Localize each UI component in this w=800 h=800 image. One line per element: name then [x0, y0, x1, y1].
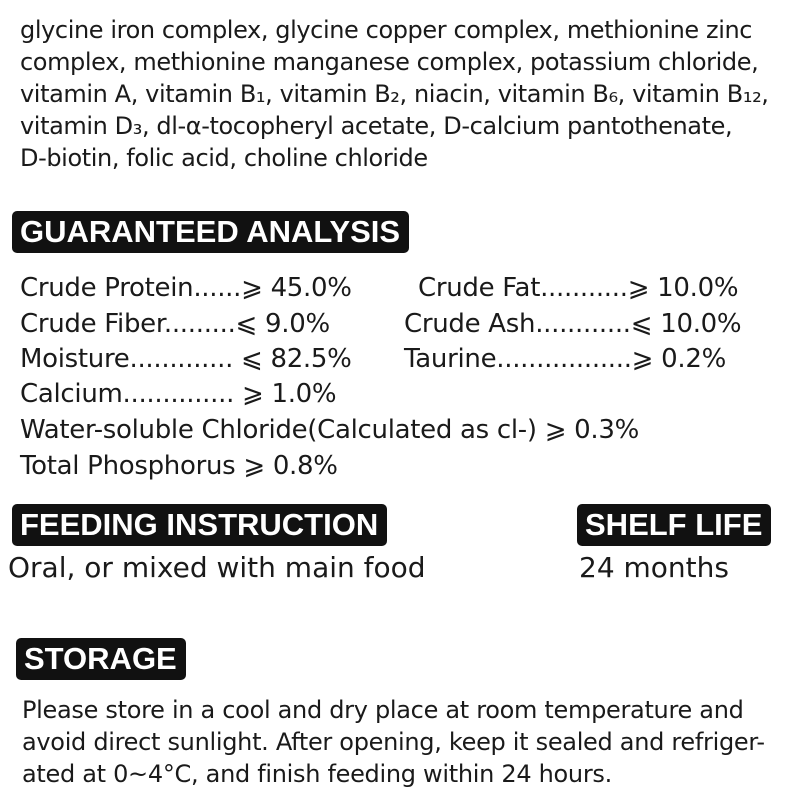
analysis-item-crude-ash: Crude Ash............⩽ 10.0% [404, 309, 742, 339]
analysis-item-moisture: Moisture............. ⩽ 82.5% [20, 344, 352, 374]
analysis-item-phosphorus: Total Phosphorus ⩾ 0.8% [20, 451, 338, 481]
ingredients-line: vitamin A, vitamin B₁, vitamin B₂, niacin, vitamin B₆, vitamin B₁₂, [20, 80, 769, 108]
analysis-item-taurine: Taurine.................⩾ 0.2% [404, 344, 726, 374]
analysis-item-calcium: Calcium.............. ⩾ 1.0% [20, 379, 337, 409]
shelf-life-text: 24 months [579, 551, 729, 584]
ingredients-list [20, 14, 790, 174]
analysis-item-crude-fiber: Crude Fiber.........⩽ 9.0% [20, 309, 330, 339]
shelf-life-heading: SHELF LIFE [577, 504, 771, 546]
ingredients-line: D-biotin, folic acid, choline chloride [20, 144, 428, 172]
storage-line: ated at 0~4°C, and finish feeding within 24 hours. [22, 760, 612, 788]
storage-line: Please store in a cool and dry place at room temperature and [22, 696, 744, 724]
ingredients-line: complex, methionine manganese complex, potassium chloride, [20, 48, 759, 76]
guaranteed-analysis-heading: GUARANTEED ANALYSIS [12, 211, 409, 253]
storage-line: avoid direct sunlight. After opening, keep it sealed and refriger- [22, 728, 765, 756]
feeding-instruction-text: Oral, or mixed with main food [8, 551, 426, 584]
feeding-instruction-heading: FEEDING INSTRUCTION [12, 504, 387, 546]
ingredients-line: glycine iron complex, glycine copper complex, methionine zinc [20, 16, 753, 44]
storage-text [22, 694, 792, 790]
analysis-item-chloride: Water-soluble Chloride(Calculated as cl-) ⩾ 0.3% [20, 415, 639, 445]
analysis-item-crude-fat: Crude Fat...........⩾ 10.0% [418, 273, 739, 303]
ingredients-line: vitamin D₃, dl-α-tocopheryl acetate, D-calcium pantothenate, [20, 112, 733, 140]
storage-heading: STORAGE [16, 638, 186, 680]
analysis-item-crude-protein: Crude Protein......⩾ 45.0% [20, 273, 352, 303]
